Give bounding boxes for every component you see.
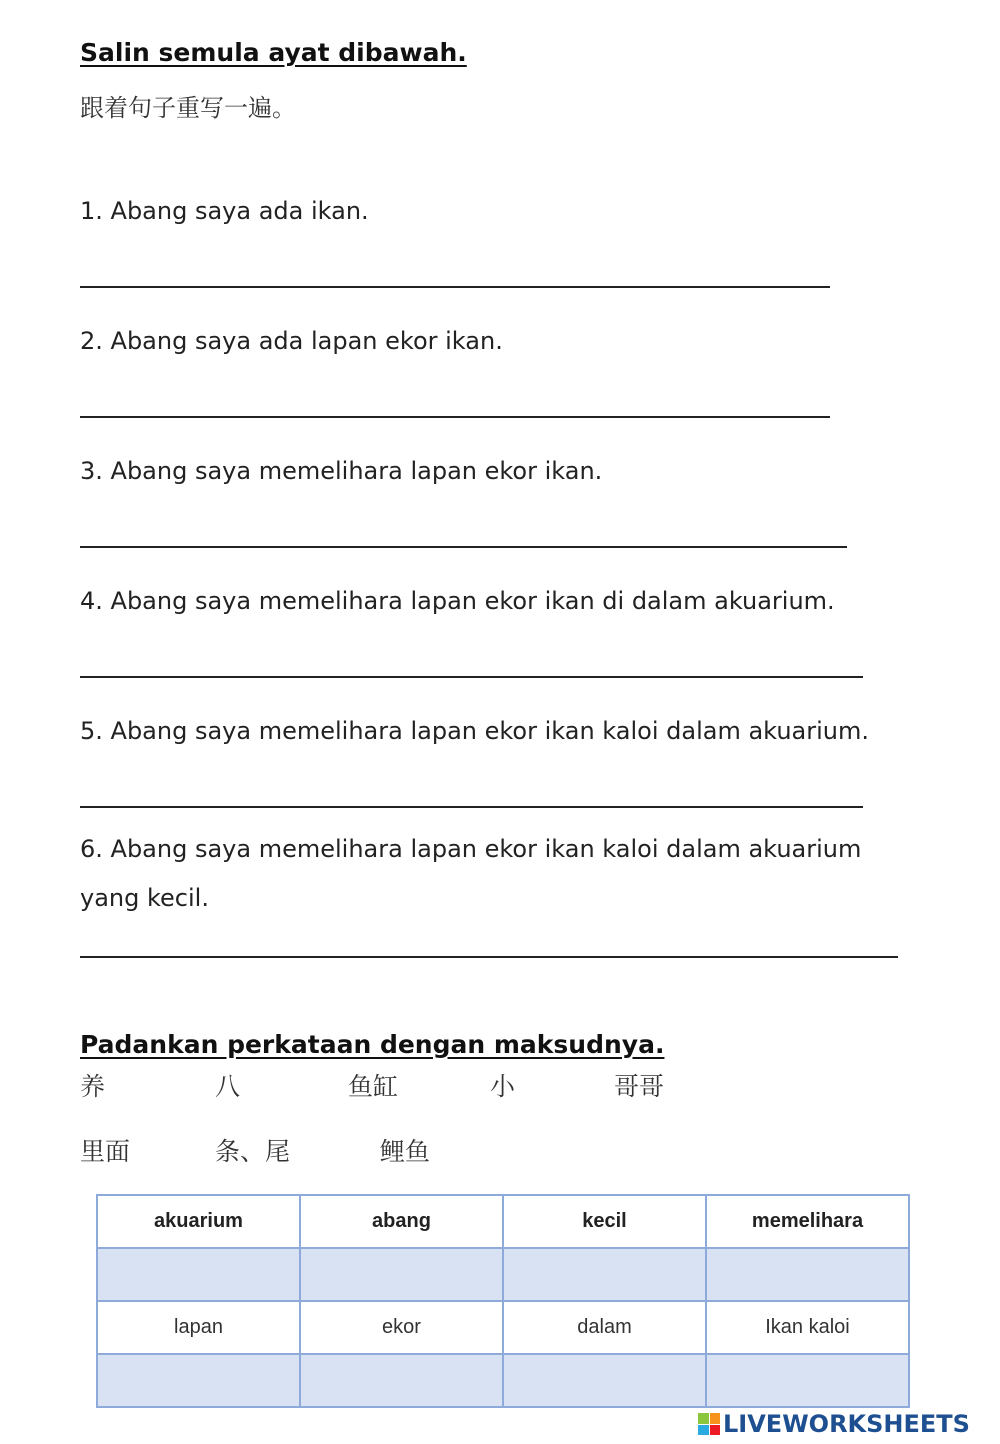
table-cell: abang	[300, 1195, 503, 1248]
liveworksheets-logo	[698, 1408, 970, 1440]
table-cell: lapan	[97, 1301, 300, 1354]
section-title-copy: Salin semula ayat dibawah.	[80, 38, 467, 67]
section-title-match: Padankan perkataan dengan maksudnya.	[80, 1030, 665, 1059]
answer-cell[interactable]	[706, 1248, 909, 1301]
table-cell: memelihara	[706, 1195, 909, 1248]
answer-cell[interactable]	[97, 1354, 300, 1407]
word-cn-8: 鲤鱼	[380, 1137, 431, 1166]
table-cell: dalam	[503, 1301, 706, 1354]
sentence-5: 5. Abang saya memelihara lapan ekor ikan kaloi dalam akuarium.	[80, 717, 869, 745]
sentence-2: 2. Abang saya ada lapan ekor ikan.	[80, 327, 503, 355]
answer-cell[interactable]	[706, 1354, 909, 1407]
word-cn-4: 小	[490, 1072, 516, 1101]
matching-table	[96, 1194, 910, 1408]
table-cell: akuarium	[97, 1195, 300, 1248]
word-cn-5: 哥哥	[614, 1072, 665, 1101]
sentence-4: 4. Abang saya memelihara lapan ekor ikan di dalam akuarium.	[80, 587, 835, 615]
word-cn-2: 八	[215, 1072, 241, 1101]
table-row	[97, 1301, 909, 1354]
word-cn-7: 条、尾	[215, 1137, 291, 1166]
table-cell: Ikan kaloi	[706, 1301, 909, 1354]
sentence-1: 1. Abang saya ada ikan.	[80, 197, 369, 225]
word-cn-1: 养	[80, 1072, 106, 1101]
sentence-3: 3. Abang saya memelihara lapan ekor ikan.	[80, 457, 603, 485]
answer-line-3	[80, 546, 847, 548]
answer-cell[interactable]	[97, 1248, 300, 1301]
answer-cell[interactable]	[300, 1248, 503, 1301]
answer-cell[interactable]	[503, 1354, 706, 1407]
sentence-6: 6. Abang saya memelihara lapan ekor ikan kaloi dalam akuarium	[80, 835, 862, 863]
answer-line-4	[80, 676, 863, 678]
answer-line-2	[80, 416, 830, 418]
answer-row-1	[97, 1248, 909, 1301]
liveworksheets-text: LIVEWORKSHEETS	[723, 1410, 970, 1438]
answer-cell[interactable]	[300, 1354, 503, 1407]
table-row	[97, 1195, 909, 1248]
table-cell: kecil	[503, 1195, 706, 1248]
sentence-6-continued: yang kecil.	[80, 884, 209, 912]
instruction-chinese: 跟着句子重写一遍。	[80, 94, 296, 122]
word-cn-3: 鱼缸	[348, 1072, 399, 1101]
answer-row-2	[97, 1354, 909, 1407]
table-cell: ekor	[300, 1301, 503, 1354]
answer-line-1	[80, 286, 830, 288]
word-cn-6: 里面	[80, 1137, 131, 1166]
answer-line-5	[80, 806, 863, 808]
answer-cell[interactable]	[503, 1248, 706, 1301]
answer-line-6	[80, 956, 898, 958]
liveworksheets-badge-icon	[698, 1413, 720, 1435]
